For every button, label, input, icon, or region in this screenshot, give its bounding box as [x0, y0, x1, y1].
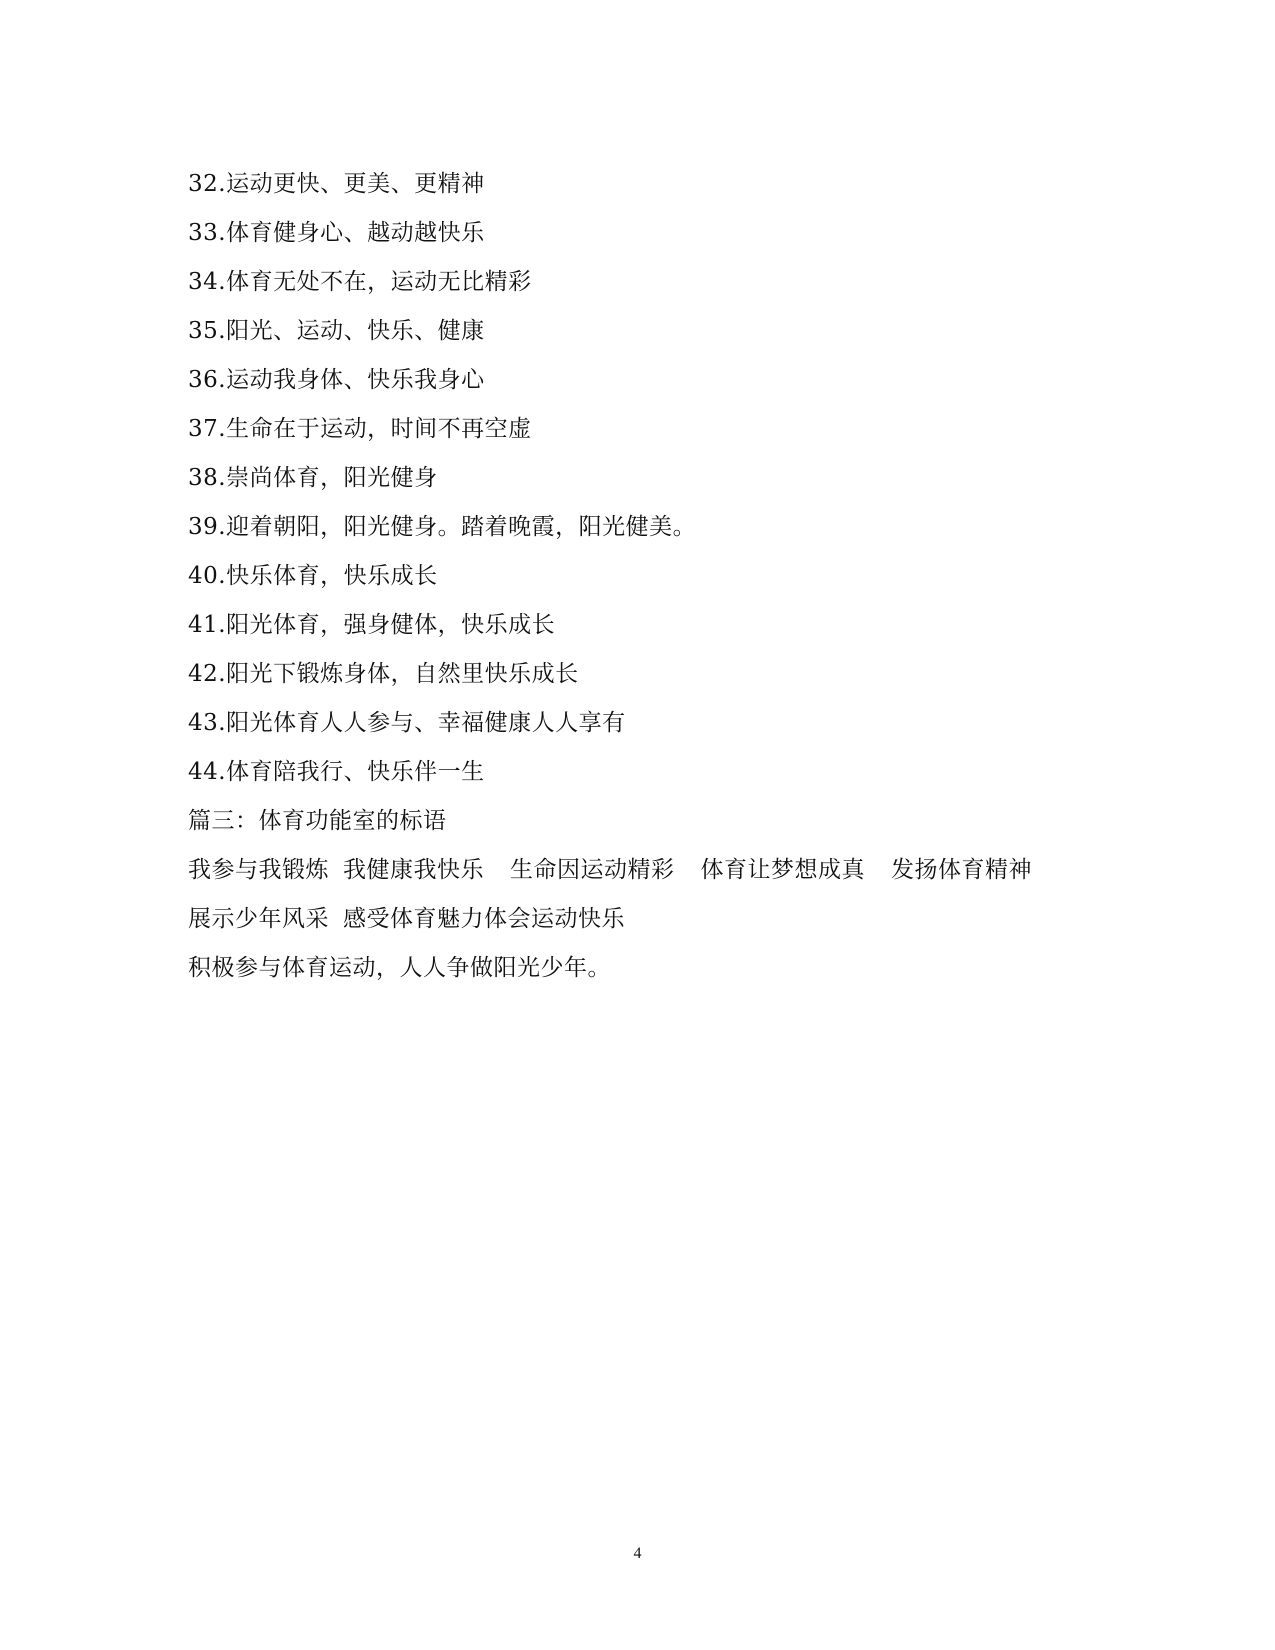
slogan: 生命因运动精彩: [510, 857, 675, 883]
item-number: 38.: [188, 465, 227, 491]
item-text: 运动我身体、快乐我身心: [226, 367, 485, 393]
item-text: 生命在于运动，时间不再空虚: [226, 416, 532, 442]
item-text: 迎着朝阳，阳光健身。踏着晚霞，阳光健美。: [226, 514, 697, 540]
closing-line: 积极参与体育运动，人人争做阳光少年。: [188, 955, 611, 981]
page-number: 4: [633, 1545, 642, 1562]
item-number: 35.: [188, 318, 227, 344]
slogan: 我健康我快乐: [343, 857, 484, 883]
list-item: [188, 503, 1088, 552]
list-item: [188, 650, 1088, 699]
item-number: 44.: [188, 759, 227, 785]
section-title: 篇三：体育功能室的标语: [188, 808, 447, 834]
item-text: 体育无处不在，运动无比精彩: [226, 269, 532, 295]
list-item: [188, 699, 1088, 748]
item-number: 32.: [188, 171, 227, 197]
item-text: 运动更快、更美、更精神: [226, 171, 485, 197]
slogan: 我参与我锻炼: [188, 857, 329, 883]
list-item: [188, 258, 1088, 307]
slogan: 展示少年风采: [188, 906, 329, 932]
slogan: 感受体育魅力体会运动快乐: [343, 906, 625, 932]
item-number: 36.: [188, 367, 227, 393]
page-content: [188, 160, 1088, 993]
list-item: [188, 405, 1088, 454]
item-text: 崇尚体育，阳光健身: [226, 465, 438, 491]
item-text: 体育健身心、越动越快乐: [226, 220, 485, 246]
item-number: 34.: [188, 269, 227, 295]
item-text: 体育陪我行、快乐伴一生: [226, 759, 485, 785]
list-item: [188, 552, 1088, 601]
list-item: [188, 748, 1088, 797]
list-item: [188, 454, 1088, 503]
slogan-row: [188, 846, 1088, 895]
item-text: 快乐体育，快乐成长: [226, 563, 438, 589]
slogan: 发扬体育精神: [891, 857, 1032, 883]
item-number: 43.: [188, 710, 227, 736]
list-item: [188, 307, 1088, 356]
slogan-row: [188, 895, 1088, 944]
item-number: 41.: [188, 612, 227, 638]
item-number: 40.: [188, 563, 227, 589]
item-number: 33.: [188, 220, 227, 246]
item-text: 阳光体育人人参与、幸福健康人人享有: [226, 710, 626, 736]
list-item: [188, 356, 1088, 405]
item-number: 37.: [188, 416, 227, 442]
item-text: 阳光体育，强身健体，快乐成长: [226, 612, 556, 638]
list-item: [188, 601, 1088, 650]
item-text: 阳光、运动、快乐、健康: [226, 318, 485, 344]
item-text: 阳光下锻炼身体，自然里快乐成长: [226, 661, 579, 687]
item-number: 39.: [188, 514, 227, 540]
list-item: [188, 209, 1088, 258]
list-item: [188, 160, 1088, 209]
item-number: 42.: [188, 661, 227, 687]
slogan: 体育让梦想成真: [700, 857, 865, 883]
